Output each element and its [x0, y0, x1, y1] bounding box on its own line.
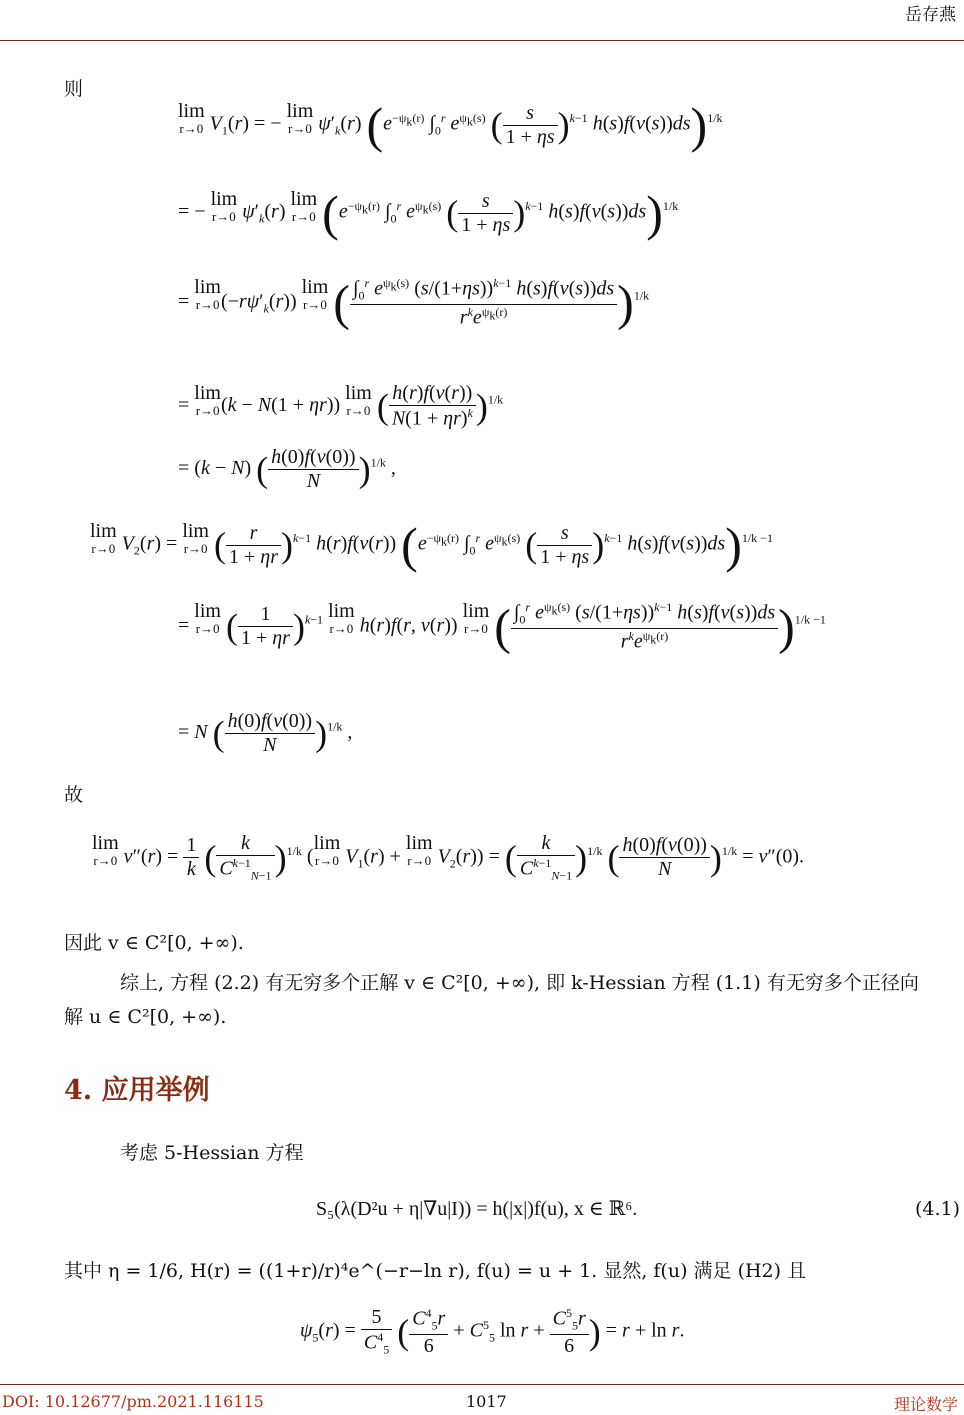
- section-title: 4. 应用举例: [64, 1075, 210, 1106]
- equation-3: = lim r→0 $(-r\psi'_k(r))$ lim r→0 ( $\frac{\int_0^r e^{\psi_k(s)} (s/(1+\eta s))^{k-1} h(s)f(v(s))ds}{r^ke^{\psi_k(r)}}$ )$^{1/k}$: [178, 274, 650, 331]
- equation-2: = − lim r→0 $\psi'_k(r)$ lim r→0 ($e^{-\psi_k(r)}$ $\int_0^r$ $e^{\psi_k(s)}$ ( $\frac{s}{1 + \eta s}$ )$^{k-1}$ h(s)f(v(s))ds)$^{1/k}$: [178, 185, 679, 241]
- header-rule: [0, 40, 964, 41]
- footer-rule: [0, 1384, 964, 1385]
- text-where: 其中 η = 1/6, H(r) = ((1+r)/r)⁴e^(−r−ln r), f(u) = u + 1. 显然, f(u) 满足 (H2) 且: [64, 1260, 807, 1282]
- equation-number: (4.1): [914, 1198, 960, 1220]
- equation-8: = N ( $\frac{h(0)f(v(0))}{N}$ )$^{1/k}$ ,: [178, 710, 353, 756]
- text-summary-line2: 解 u ∈ C²[0, +∞).: [64, 1006, 227, 1028]
- equation-4: = lim r→0 (k − N(1 + ηr)) lim r→0 ( $\frac{h(r)f(v(r))}{N(1 + \eta r)^k}$ )$^{1/k}$: [178, 382, 504, 430]
- footer-page-number: 1017: [466, 1392, 507, 1411]
- equation-6: lim r→0 $V_2(r) = \lim$ r→0 ( $\frac{r}{1 + \eta r}$ )$^{k-1}$ h(r)f(v(r)) ($e^{-\psi_k(r)}$ $\int_0^r$ $e^{\psi_k(s)}$ ( $\frac{s}{1 + \eta s}$ )$^{k-1}$ h(s)f(v(s))ds)$^{1/k -1}$: [90, 517, 773, 573]
- equation-1: lim r→0 $V_1(r)$ = − lim r→0 $\psi'_k(r)$ ($e^{-\psi_k(r)}$ $\int_0^r$ $e^{\psi_k(s)}$ ( $\frac{s}{1 + \eta s}$ )$^{k-1}$ h(s)f(v(s))ds)$^{1/k}$: [178, 97, 723, 153]
- footer-doi[interactable]: DOI: 10.12677/pm.2021.116115: [2, 1392, 264, 1411]
- text-gu: 故: [64, 784, 84, 806]
- text-consider: 考虑 5-Hessian 方程: [120, 1142, 304, 1164]
- equation-psi: $\psi_5(r)$ = $\frac{5}{C^4_5}$ ( $\frac{C^4_5r}{6}$ + $C^5_5$ ln r + $\frac{C^5_5r}{6}$ ) = r + ln r.: [300, 1306, 685, 1357]
- equation-5: = (k − N) ( $\frac{h(0)f(v(0))}{N}$ )$^{1/k}$ ,: [178, 446, 396, 492]
- equation-7: = lim r→0 ( $\frac{1}{1 + \eta r}$ )$^{k-1}$ lim r→0 h(r)f(r, v(r)) lim r→0 ( $\frac{\int_0^r e^{\psi_k(s)} (s/(1+\eta s))^{k-1} h(s)f(v(s))ds}{r^ke^{\psi_k(r)}}$ )$^{1/k -1}$: [178, 598, 826, 655]
- header-author: 岳存燕: [905, 5, 956, 25]
- equation-9: lim r→0 v″(r) = $\frac{1}{k}$ ( $\frac{k}{C^{k-1}_{N-1}}$ )$^{1/k}$ (lim r→0 $V_1(r) + \lim$ r→0 $V_2(r)$) = ( $\frac{k}{C^{k-1}_{N-1}}$ )$^{1/k}$ ( $\frac{h(0)f(v(0))}{N}$ )$^{1/k}$ = v″(0).: [92, 832, 805, 883]
- text-ze: 则: [64, 78, 84, 100]
- equation-4-1: S₅(λ(D²u + η|∇u|I)) = h(|x|)f(u), x ∈ ℝ⁶.: [316, 1198, 638, 1220]
- footer-journal: 理论数学: [893, 1395, 958, 1414]
- text-yinci: 因此 v ∈ C²[0, +∞).: [64, 932, 244, 954]
- text-summary-line1: 综上, 方程 (2.2) 有无穷多个正解 v ∈ C²[0, +∞), 即 k-Hessian 方程 (1.1) 有无穷多个正径向: [120, 972, 919, 994]
